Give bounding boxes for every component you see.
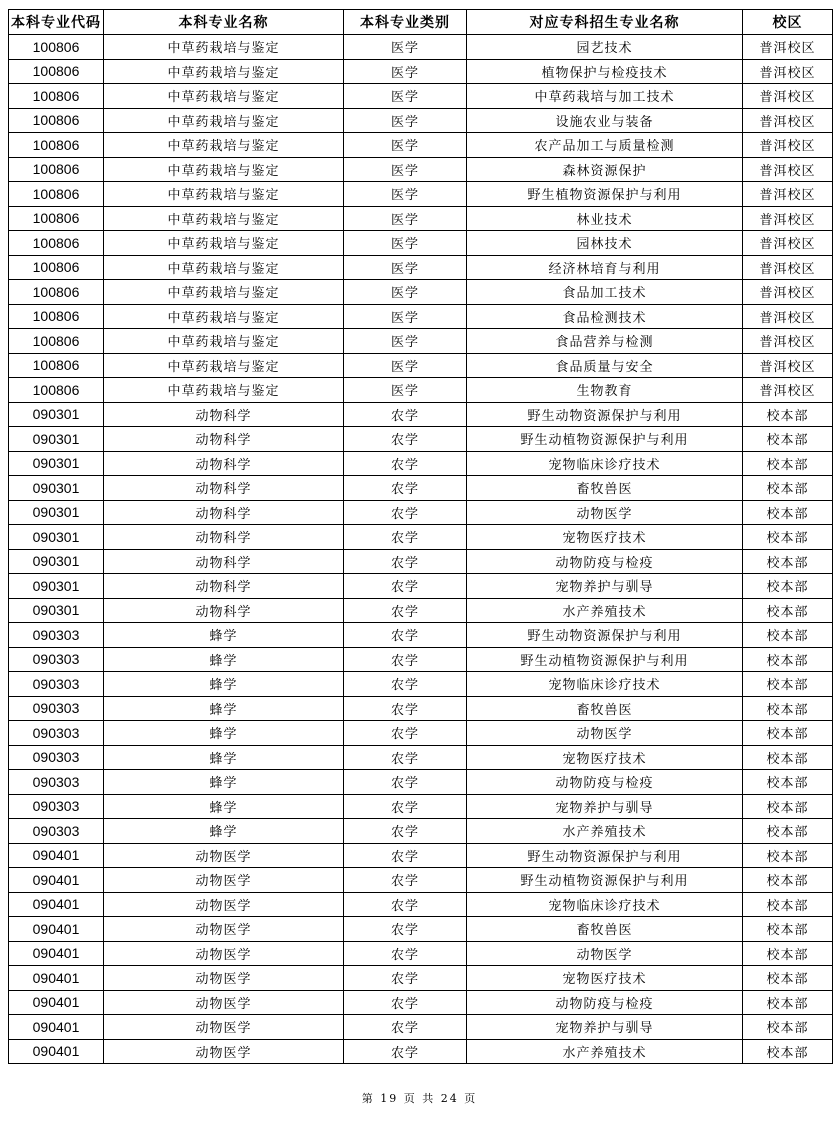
junior-college-major-cell: 畜牧兽医: [467, 917, 743, 942]
campus-cell: 普洱校区: [743, 206, 833, 231]
major-category-cell: 农学: [344, 1015, 467, 1040]
major-category-cell: 农学: [344, 696, 467, 721]
major-name-cell: 中草药栽培与鉴定: [104, 59, 344, 84]
table-row: [9, 745, 833, 770]
junior-college-major-cell: 野生动物资源保护与利用: [467, 843, 743, 868]
major-name-cell: 蜂学: [104, 647, 344, 672]
junior-college-major-cell: 水产养殖技术: [467, 819, 743, 844]
major-category-cell: 农学: [344, 745, 467, 770]
junior-college-major-cell: 宠物养护与驯导: [467, 1015, 743, 1040]
major-name-cell: 中草药栽培与鉴定: [104, 157, 344, 182]
table-row: [9, 794, 833, 819]
major-name-cell: 中草药栽培与鉴定: [104, 84, 344, 109]
table-row: [9, 231, 833, 256]
major-category-cell: 医学: [344, 378, 467, 403]
major-code-cell: 090301: [9, 525, 104, 550]
junior-college-major-cell: 宠物医疗技术: [467, 745, 743, 770]
major-category-cell: 医学: [344, 206, 467, 231]
major-name-cell: 动物科学: [104, 402, 344, 427]
major-category-cell: 农学: [344, 451, 467, 476]
major-category-cell: 医学: [344, 133, 467, 158]
junior-college-major-cell: 野生植物资源保护与利用: [467, 182, 743, 207]
campus-cell: 普洱校区: [743, 304, 833, 329]
major-name-cell: 中草药栽培与鉴定: [104, 353, 344, 378]
major-category-cell: 农学: [344, 721, 467, 746]
junior-college-major-cell: 园艺技术: [467, 35, 743, 60]
major-code-cell: 090401: [9, 941, 104, 966]
major-name-cell: 蜂学: [104, 623, 344, 648]
table-row: [9, 549, 833, 574]
campus-cell: 普洱校区: [743, 157, 833, 182]
major-code-cell: 090303: [9, 672, 104, 697]
major-code-cell: 090401: [9, 843, 104, 868]
major-category-cell: 医学: [344, 280, 467, 305]
table-row: [9, 941, 833, 966]
major-name-cell: 中草药栽培与鉴定: [104, 133, 344, 158]
junior-college-major-cell: 宠物临床诊疗技术: [467, 451, 743, 476]
major-name-cell: 中草药栽培与鉴定: [104, 182, 344, 207]
major-code-cell: 100806: [9, 255, 104, 280]
major-code-cell: 100806: [9, 378, 104, 403]
major-code-cell: 100806: [9, 59, 104, 84]
major-code-cell: 090401: [9, 917, 104, 942]
campus-cell: 校本部: [743, 794, 833, 819]
major-code-cell: 090303: [9, 696, 104, 721]
major-category-cell: 医学: [344, 329, 467, 354]
major-name-cell: 动物医学: [104, 966, 344, 991]
table-row: [9, 84, 833, 109]
major-category-cell: 农学: [344, 672, 467, 697]
major-name-cell: 中草药栽培与鉴定: [104, 231, 344, 256]
major-name-cell: 动物医学: [104, 843, 344, 868]
campus-cell: 校本部: [743, 696, 833, 721]
campus-cell: 校本部: [743, 476, 833, 501]
major-category-cell: 农学: [344, 819, 467, 844]
junior-college-major-cell: 生物教育: [467, 378, 743, 403]
junior-college-major-cell: 食品质量与安全: [467, 353, 743, 378]
major-name-cell: 动物医学: [104, 990, 344, 1015]
major-name-cell: 中草药栽培与鉴定: [104, 378, 344, 403]
major-category-cell: 农学: [344, 966, 467, 991]
major-category-cell: 农学: [344, 917, 467, 942]
major-code-cell: 100806: [9, 84, 104, 109]
junior-college-major-cell: 食品营养与检测: [467, 329, 743, 354]
major-code-cell: 090303: [9, 819, 104, 844]
major-code-cell: 100806: [9, 133, 104, 158]
table-row: [9, 868, 833, 893]
major-category-cell: 医学: [344, 35, 467, 60]
campus-cell: 校本部: [743, 868, 833, 893]
table-body: [9, 35, 833, 1064]
major-code-cell: 090401: [9, 892, 104, 917]
major-name-cell: 中草药栽培与鉴定: [104, 108, 344, 133]
table-row: [9, 182, 833, 207]
table-row: [9, 108, 833, 133]
major-code-cell: 100806: [9, 157, 104, 182]
junior-college-major-cell: 宠物医疗技术: [467, 525, 743, 550]
major-category-cell: 农学: [344, 892, 467, 917]
junior-college-major-cell: 动物防疫与检疫: [467, 990, 743, 1015]
major-name-cell: 蜂学: [104, 819, 344, 844]
major-category-cell: 农学: [344, 574, 467, 599]
junior-college-major-cell: 野生动物资源保护与利用: [467, 623, 743, 648]
table-row: [9, 819, 833, 844]
junior-college-major-cell: 畜牧兽医: [467, 476, 743, 501]
table-row: [9, 206, 833, 231]
campus-cell: 普洱校区: [743, 231, 833, 256]
major-name-cell: 中草药栽培与鉴定: [104, 35, 344, 60]
major-name-cell: 中草药栽培与鉴定: [104, 255, 344, 280]
campus-cell: 校本部: [743, 770, 833, 795]
table-row: [9, 966, 833, 991]
major-name-cell: 中草药栽培与鉴定: [104, 206, 344, 231]
major-category-cell: 农学: [344, 525, 467, 550]
table-row: [9, 892, 833, 917]
major-code-cell: 090401: [9, 1015, 104, 1040]
major-code-cell: 090303: [9, 623, 104, 648]
junior-college-major-cell: 农产品加工与质量检测: [467, 133, 743, 158]
major-code-cell: 100806: [9, 182, 104, 207]
campus-cell: 校本部: [743, 525, 833, 550]
junior-college-major-cell: 林业技术: [467, 206, 743, 231]
major-category-cell: 医学: [344, 182, 467, 207]
major-category-cell: 农学: [344, 843, 467, 868]
major-code-cell: 090303: [9, 647, 104, 672]
major-code-cell: 100806: [9, 329, 104, 354]
major-category-cell: 医学: [344, 304, 467, 329]
major-category-cell: 农学: [344, 500, 467, 525]
table-row: [9, 843, 833, 868]
table-row: [9, 500, 833, 525]
major-name-cell: 动物科学: [104, 549, 344, 574]
campus-cell: 校本部: [743, 451, 833, 476]
major-category-cell: 农学: [344, 941, 467, 966]
major-name-cell: 蜂学: [104, 721, 344, 746]
junior-college-major-cell: 中草药栽培与加工技术: [467, 84, 743, 109]
major-name-cell: 中草药栽培与鉴定: [104, 304, 344, 329]
campus-cell: 普洱校区: [743, 108, 833, 133]
header-junior-college-major: 对应专科招生专业名称: [467, 10, 743, 35]
table-row: [9, 1015, 833, 1040]
major-name-cell: 动物医学: [104, 917, 344, 942]
major-code-cell: 090301: [9, 402, 104, 427]
header-campus: 校区: [743, 10, 833, 35]
major-code-cell: 090301: [9, 500, 104, 525]
header-major-code: 本科专业代码: [9, 10, 104, 35]
table-row: [9, 378, 833, 403]
junior-college-major-cell: 宠物医疗技术: [467, 966, 743, 991]
major-code-cell: 100806: [9, 353, 104, 378]
campus-cell: 校本部: [743, 917, 833, 942]
major-code-cell: 090401: [9, 868, 104, 893]
campus-cell: 普洱校区: [743, 280, 833, 305]
table-header: [9, 10, 833, 35]
major-name-cell: 动物医学: [104, 1015, 344, 1040]
junior-college-major-cell: 水产养殖技术: [467, 1039, 743, 1064]
major-name-cell: 蜂学: [104, 672, 344, 697]
junior-college-major-cell: 宠物临床诊疗技术: [467, 892, 743, 917]
campus-cell: 校本部: [743, 598, 833, 623]
major-category-cell: 医学: [344, 108, 467, 133]
campus-cell: 校本部: [743, 574, 833, 599]
junior-college-major-cell: 野生动物资源保护与利用: [467, 402, 743, 427]
table-row: [9, 990, 833, 1015]
major-category-cell: 农学: [344, 623, 467, 648]
campus-cell: 校本部: [743, 892, 833, 917]
major-name-cell: 蜂学: [104, 794, 344, 819]
junior-college-major-cell: 动物医学: [467, 500, 743, 525]
major-code-cell: 090301: [9, 451, 104, 476]
campus-cell: 普洱校区: [743, 59, 833, 84]
major-code-cell: 100806: [9, 35, 104, 60]
major-category-cell: 农学: [344, 1039, 467, 1064]
campus-cell: 普洱校区: [743, 255, 833, 280]
campus-cell: 校本部: [743, 843, 833, 868]
major-code-cell: 090401: [9, 1039, 104, 1064]
table-row: [9, 353, 833, 378]
table-row: [9, 770, 833, 795]
header-row: [9, 10, 833, 35]
junior-college-major-cell: 野生动植物资源保护与利用: [467, 868, 743, 893]
major-category-cell: 医学: [344, 353, 467, 378]
campus-cell: 校本部: [743, 941, 833, 966]
junior-college-major-cell: 宠物养护与驯导: [467, 574, 743, 599]
campus-cell: 校本部: [743, 402, 833, 427]
major-category-cell: 农学: [344, 794, 467, 819]
campus-cell: 校本部: [743, 966, 833, 991]
major-code-cell: 100806: [9, 280, 104, 305]
table-row: [9, 598, 833, 623]
major-name-cell: 动物医学: [104, 868, 344, 893]
major-category-cell: 医学: [344, 157, 467, 182]
junior-college-major-cell: 动物防疫与检疫: [467, 549, 743, 574]
campus-cell: 校本部: [743, 427, 833, 452]
junior-college-major-cell: 森林资源保护: [467, 157, 743, 182]
major-category-cell: 农学: [344, 990, 467, 1015]
table-row: [9, 329, 833, 354]
table-row: [9, 255, 833, 280]
major-code-cell: 100806: [9, 206, 104, 231]
junior-college-major-cell: 野生动植物资源保护与利用: [467, 647, 743, 672]
major-code-cell: 100806: [9, 304, 104, 329]
campus-cell: 校本部: [743, 672, 833, 697]
campus-cell: 校本部: [743, 721, 833, 746]
table-row: [9, 280, 833, 305]
junior-college-major-cell: 食品检测技术: [467, 304, 743, 329]
junior-college-major-cell: 食品加工技术: [467, 280, 743, 305]
major-code-cell: 090303: [9, 770, 104, 795]
campus-cell: 校本部: [743, 745, 833, 770]
campus-cell: 普洱校区: [743, 84, 833, 109]
table-row: [9, 35, 833, 60]
table-row: [9, 525, 833, 550]
major-name-cell: 动物科学: [104, 598, 344, 623]
junior-college-major-cell: 动物医学: [467, 941, 743, 966]
header-major-category: 本科专业类别: [344, 10, 467, 35]
campus-cell: 普洱校区: [743, 329, 833, 354]
table-row: [9, 451, 833, 476]
major-category-cell: 农学: [344, 427, 467, 452]
table-row: [9, 427, 833, 452]
table-row: [9, 574, 833, 599]
junior-college-major-cell: 宠物养护与驯导: [467, 794, 743, 819]
table-row: [9, 672, 833, 697]
major-name-cell: 动物科学: [104, 574, 344, 599]
table-row: [9, 1039, 833, 1064]
major-name-cell: 动物科学: [104, 427, 344, 452]
campus-cell: 普洱校区: [743, 133, 833, 158]
major-category-cell: 农学: [344, 476, 467, 501]
campus-cell: 校本部: [743, 819, 833, 844]
major-code-cell: 100806: [9, 231, 104, 256]
junior-college-major-cell: 园林技术: [467, 231, 743, 256]
table-row: [9, 157, 833, 182]
major-mapping-table: [8, 9, 833, 1064]
major-code-cell: 090301: [9, 476, 104, 501]
campus-cell: 普洱校区: [743, 182, 833, 207]
campus-cell: 校本部: [743, 549, 833, 574]
table-row: [9, 917, 833, 942]
major-category-cell: 医学: [344, 231, 467, 256]
major-category-cell: 农学: [344, 598, 467, 623]
major-code-cell: 090301: [9, 574, 104, 599]
campus-cell: 校本部: [743, 1039, 833, 1064]
junior-college-major-cell: 动物防疫与检疫: [467, 770, 743, 795]
major-category-cell: 医学: [344, 255, 467, 280]
major-code-cell: 090303: [9, 721, 104, 746]
table-row: [9, 304, 833, 329]
campus-cell: 普洱校区: [743, 353, 833, 378]
junior-college-major-cell: 畜牧兽医: [467, 696, 743, 721]
major-name-cell: 动物科学: [104, 525, 344, 550]
junior-college-major-cell: 植物保护与检疫技术: [467, 59, 743, 84]
junior-college-major-cell: 水产养殖技术: [467, 598, 743, 623]
table-row: [9, 402, 833, 427]
campus-cell: 校本部: [743, 990, 833, 1015]
junior-college-major-cell: 经济林培育与利用: [467, 255, 743, 280]
table-row: [9, 133, 833, 158]
major-name-cell: 动物医学: [104, 941, 344, 966]
junior-college-major-cell: 动物医学: [467, 721, 743, 746]
major-category-cell: 农学: [344, 402, 467, 427]
major-code-cell: 090303: [9, 794, 104, 819]
campus-cell: 校本部: [743, 500, 833, 525]
table-row: [9, 721, 833, 746]
major-name-cell: 蜂学: [104, 745, 344, 770]
table-row: [9, 696, 833, 721]
page-footer: 第 19 页 共 24 页: [361, 1092, 478, 1105]
campus-cell: 校本部: [743, 647, 833, 672]
junior-college-major-cell: 宠物临床诊疗技术: [467, 672, 743, 697]
table-row: [9, 647, 833, 672]
major-category-cell: 农学: [344, 868, 467, 893]
campus-cell: 普洱校区: [743, 378, 833, 403]
table-row: [9, 59, 833, 84]
major-name-cell: 蜂学: [104, 770, 344, 795]
major-category-cell: 医学: [344, 59, 467, 84]
major-category-cell: 农学: [344, 647, 467, 672]
table-row: [9, 476, 833, 501]
header-major-name: 本科专业名称: [104, 10, 344, 35]
campus-cell: 校本部: [743, 623, 833, 648]
major-name-cell: 动物科学: [104, 476, 344, 501]
major-name-cell: 动物科学: [104, 451, 344, 476]
major-name-cell: 动物科学: [104, 500, 344, 525]
major-name-cell: 中草药栽培与鉴定: [104, 280, 344, 305]
major-code-cell: 090301: [9, 598, 104, 623]
major-category-cell: 医学: [344, 84, 467, 109]
major-code-cell: 090301: [9, 549, 104, 574]
major-code-cell: 090301: [9, 427, 104, 452]
major-code-cell: 100806: [9, 108, 104, 133]
major-name-cell: 蜂学: [104, 696, 344, 721]
junior-college-major-cell: 野生动植物资源保护与利用: [467, 427, 743, 452]
major-name-cell: 动物医学: [104, 892, 344, 917]
major-code-cell: 090401: [9, 990, 104, 1015]
major-code-cell: 090303: [9, 745, 104, 770]
major-name-cell: 中草药栽培与鉴定: [104, 329, 344, 354]
major-code-cell: 090401: [9, 966, 104, 991]
major-category-cell: 农学: [344, 549, 467, 574]
major-category-cell: 农学: [344, 770, 467, 795]
campus-cell: 校本部: [743, 1015, 833, 1040]
junior-college-major-cell: 设施农业与装备: [467, 108, 743, 133]
major-name-cell: 动物医学: [104, 1039, 344, 1064]
table-row: [9, 623, 833, 648]
campus-cell: 普洱校区: [743, 35, 833, 60]
